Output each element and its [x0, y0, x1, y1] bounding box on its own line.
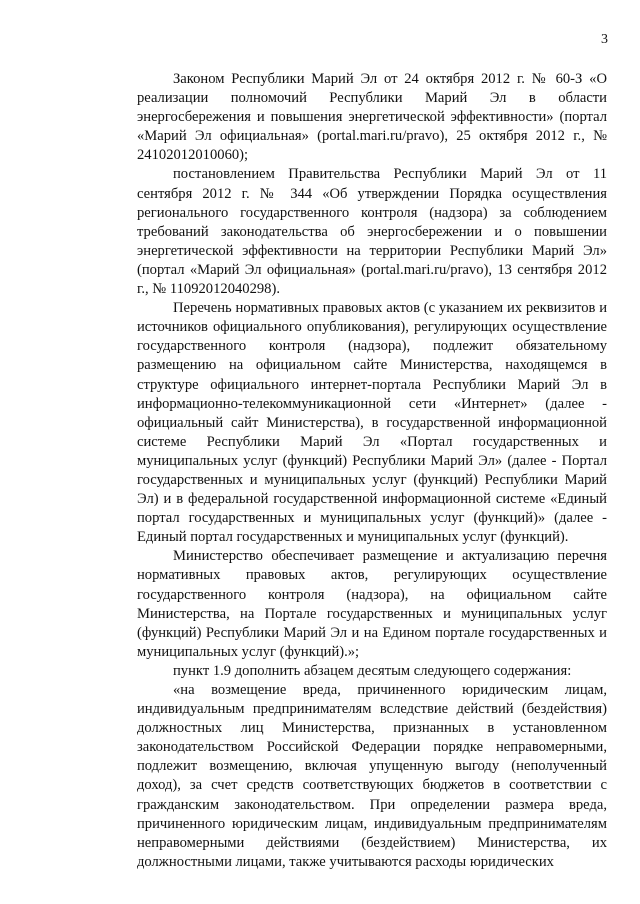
page-number: 3 [601, 32, 608, 47]
paragraph-ministry-publication: Министерство обеспечивает размещение и актуализацию перечня нормативных правовых актов, регулирующих осуществление государственного контроля (надзора), на официальном сайте Министерства, на Портале государственных и муниципальных услуг (функций) Республики Марий Эл и на Едином портале государственных и муниципальных услуг (функций).»; [137, 548, 607, 660]
paragraph-clause-1-9: пункт 1.9 дополнить абзацем десятым следующего содержания: [173, 662, 572, 679]
paragraph-resolution-344: постановлением Правительства Республики Марий Эл от 11 сентября 2012 г. № 344 «Об утверждении Порядка осуществления регионального государственного контроля (надзора) за соблюдением требований законодательства об энергосбережении и о повышении энергетической эффективности на территории Республики Марий Эл» (портал «Марий Эл официальная» (portal.mari.ru/pravo), 13 сентября 2012 г., № 11092012040298). [137, 166, 607, 298]
paragraph-damage-compensation: «на возмещение вреда, причиненного юридическим лицам, индивидуальным предпринимателям вследствие действий (бездействия) должностных лиц Министерства, признанных в установленном законодательством Российской Федерации порядке неправомерными, подлежит возмещению, включая упущенную выгоду (неполученный доход), за счет средств соответствующих бюджетов в соответствии с гражданским законодательством. При определении размера вреда, причиненного юридическим лицам, индивидуальным предпринимателям неправомерными действиями (бездействием) Министерства, их должностными лицами, также учитываются расходы юридических [137, 682, 607, 870]
paragraph-acts-list: Перечень нормативных правовых актов (с указанием их реквизитов и источников официального опубликования), регулирующих осуществление государственного контроля (надзора), подлежит обязательному размещению на официальном сайте Министерства, находящемся в структуре официального интернет-портала Республики Марий Эл в информационно-телекоммуникационной сети «Интернет» (далее - официальный сайт Министерства), в государственной информационной системе Республики Марий Эл «Портал государственных и муниципальных услуг (функций) Республики Марий Эл» (далее - Портал государственных и муниципальных услуг (функций) Республики Марий Эл) и в федеральной государственной информационной системе «Единый портал государственных и муниципальных услуг (функций)» (далее - Единый портал государственных и муниципальных услуг (функций). [137, 300, 607, 546]
paragraph-law-60z: Законом Республики Марий Эл от 24 октября 2012 г. № 60-З «О реализации полномочий Республики Марий Эл в области энергосбережения и повышения энергетической эффективности» (портал «Марий Эл официальная» (portal.mari.ru/pravo), 25 октября 2012 г., № 24102012010060); [137, 71, 607, 164]
document-body [137, 70, 607, 872]
